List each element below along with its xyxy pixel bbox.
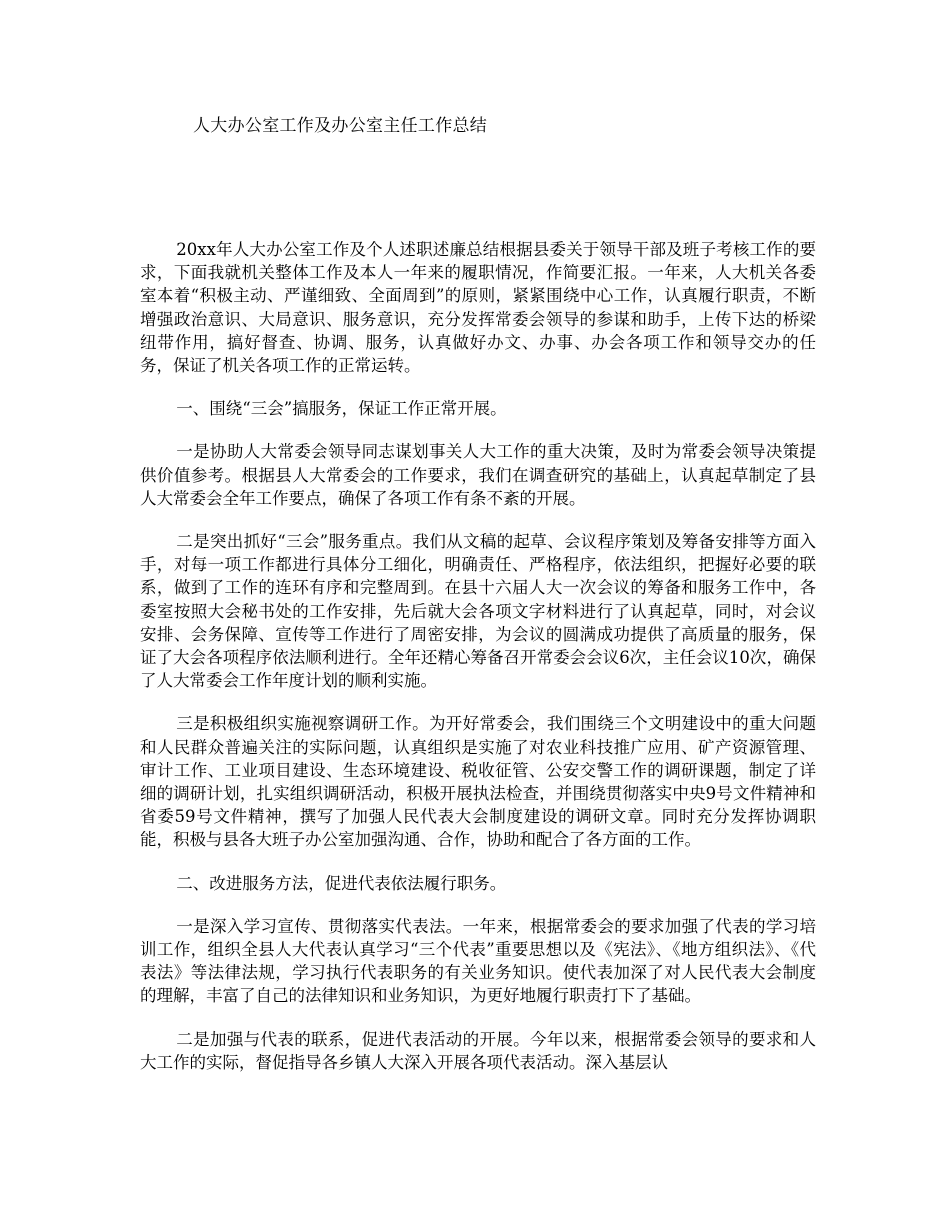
section-heading-2: 二、改进服务方法，促进代表依法履行职务。 (176, 873, 507, 893)
paragraph-1-2: 二是突出抓好“三会”服务重点。我们从文稿的起草、会议程序策划及筹备安排等方面入手，对每一项工作都进行具体分工细化，明确责任、严格程序，依法组织，把握好必要的联系，做到了工作的连环有序和完整周到。在县十六届人大一次会议的筹备和服务工作中，各委室按照大会秘书处的工作安排，先后就大会各项文字材料进行了认真起草，同时，对会议安排、会务保障、宣传等工作进行了周密安排，为会议的圆满成功提供了高质量的服务，保证了大会各项程序依法顺利进行。全年还精心筹备召开常委会会议6次，主任会议10次，确保了人大常委会工作年度计划的顺利实施。 (140, 532, 816, 691)
paragraph-1-1: 一是协助人大常委会领导同志谋划事关人大工作的重大决策，及时为常委会领导决策提供价值参考。根据县人大常委会的工作要求，我们在调查研究的基础上，认真起草制定了县人大常委会全年工作要点，确保了各项工作有条不紊的开展。 (140, 442, 816, 508)
paragraph-intro: 20xx年人大办公室工作及个人述职述廉总结根据县委关于领导干部及班子考核工作的要求，下面我就机关整体工作及本人一年来的履职情况，作简要汇报。一年来，人大机关各委室本着“积极主动、严谨细致、全面周到”的原则，紧紧围绕中心工作，认真履行职责，不断增强政治意识、大局意识、服务意识，充分发挥常委会领导的参谋和助手，上传下达的桥梁纽带作用，搞好督查、协调、服务，认真做好办文、办事、办会各项工作和领导交办的任务，保证了机关各项工作的正常运转。 (140, 240, 816, 376)
document-title: 人大办公室工作及办公室主任工作总结 (193, 116, 488, 136)
paragraph-2-1: 一是深入学习宣传、贯彻落实代表法。一年来，根据常委会的要求加强了代表的学习培训工作，组织全县人大代表认真学习“三个代表”重要思想以及《宪法》、《地方组织法》、《代表法》等法律法规，学习执行代表职务的有关业务知识。使代表加深了对人民代表大会制度的理解，丰富了自己的法律知识和业务知识，为更好地履行职责打下了基础。 (140, 916, 816, 1006)
paragraph-2-2: 二是加强与代表的联系，促进代表活动的开展。今年以来，根据常委会领导的要求和人大工作的实际，督促指导各乡镇人大深入开展各项代表活动。深入基层认 (140, 1029, 816, 1072)
section-heading-1: 一、围绕“三会”搞服务，保证工作正常开展。 (176, 399, 507, 419)
document-body (140, 238, 816, 1094)
paragraph-1-3: 三是积极组织实施视察调研工作。为开好常委会，我们围绕三个文明建设中的重大问题和人民群众普遍关注的实际问题，认真组织是实施了对农业科技推广应用、矿产资源管理、审计工作、工业项目建设、生态环境建设、税收征管、公安交警工作的调研课题，制定了详细的调研计划，扎实组织调研活动，积极开展执法检查，并围绕贯彻落实中央9号文件精神和省委59号文件精神，撰写了加强人民代表大会制度建设的调研文章。同时充分发挥协调职能，积极与县各大班子办公室加强沟通、合作，协助和配合了各方面的工作。 (140, 714, 816, 850)
